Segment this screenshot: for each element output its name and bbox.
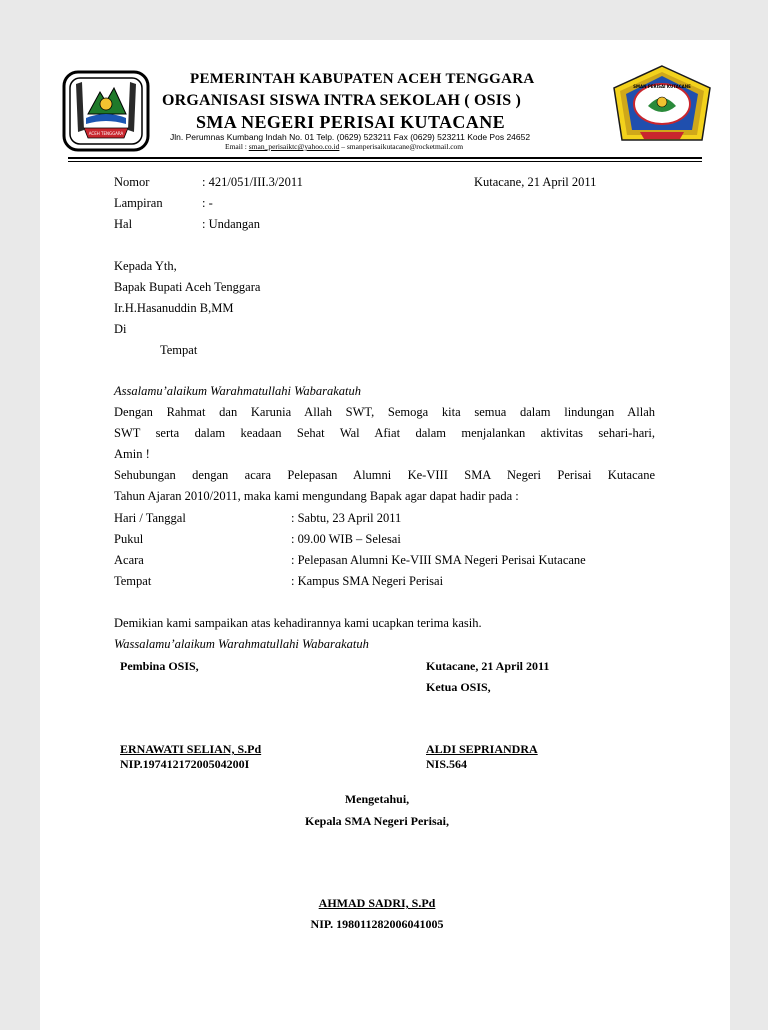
recipient-line-3: Ir.H.Hasanuddin B,MM	[114, 301, 234, 315]
left-signer-name: ERNAWATI SELIAN, S.Pd	[120, 742, 262, 756]
recipient-line-5: Tempat	[160, 343, 198, 357]
center-signer-name: AHMAD SADRI, S.Pd	[318, 896, 436, 910]
header-address: Jln. Perumnas Kumbang Indah No. 01 Telp. (0629) 523211 Fax (0629) 523211 Kode Pos 24652	[170, 132, 531, 142]
email-label: Email :	[225, 142, 249, 151]
letter-page	[40, 40, 730, 1030]
salam: Wassalamu’alaikum Warahmatullahi Wabarakatuh	[114, 637, 369, 651]
right-signer-date: Kutacane, 21 April 2011	[426, 659, 550, 673]
center-signer-title-2: Kepala SMA Negeri Perisai,	[305, 814, 449, 828]
school-logo	[610, 64, 714, 146]
lampiran-label: Lampiran	[114, 196, 163, 210]
body-p1-line-2: SWT serta dalam keadaan Sehat Wal Afiat dalam menjalankan aktivitas sehari-hari,	[114, 426, 655, 440]
letterhead-rule-thick	[68, 157, 702, 159]
detail-value-place: : Kampus SMA Negeri Perisai	[291, 574, 444, 588]
right-signer-name: ALDI SEPRIANDRA	[426, 742, 538, 756]
detail-value-event: : Pelepasan Alumni Ke-VIII SMA Negeri Perisai Kutacane	[291, 553, 586, 567]
hal-label: Hal	[114, 217, 133, 231]
detail-label-date: Hari / Tanggal	[114, 511, 186, 525]
header-line-2: ORGANISASI SISWA INTRA SEKOLAH ( OSIS )	[162, 92, 522, 109]
email-link-1[interactable]: sman_perisaiktc@yahoo.co.id	[248, 142, 340, 151]
header-line-1: PEMERINTAH KABUPATEN ACEH TENGGARA	[190, 71, 535, 87]
lampiran-value: : -	[202, 196, 213, 210]
detail-label-place: Tempat	[114, 574, 152, 588]
header-email	[225, 142, 463, 151]
nomor-label: Nomor	[114, 175, 150, 189]
email-link-2[interactable]: smanperisaikutacane@rocketmail.com	[346, 142, 464, 151]
body-p1-line-3: Amin !	[114, 447, 150, 461]
detail-value-date: : Sabtu, 23 April 2011	[291, 511, 402, 525]
detail-value-time: : 09.00 WIB – Selesai	[291, 532, 401, 546]
recipient-line-1: Kepada Yth,	[114, 259, 177, 273]
closing-text: Demikian kami sampaikan atas kehadirannya kami ucapkan terima kasih.	[114, 616, 482, 630]
center-signer-title-1: Mengetahui,	[344, 792, 410, 806]
body-p1-line-1: Dengan Rahmat dan Karunia Allah SWT, Semoga kita semua dalam lindungan Allah	[114, 405, 655, 419]
left-signer-id: NIP.19741217200504200I	[120, 757, 250, 771]
detail-label-event: Acara	[114, 553, 144, 567]
kabupaten-logo	[62, 70, 150, 152]
header-line-3: SMA NEGERI PERISAI KUTACANE	[196, 112, 506, 132]
detail-label-time: Pukul	[114, 532, 144, 546]
kabupaten-logo-text: ACEH TENGGARA	[88, 131, 124, 136]
letter-date: Kutacane, 21 April 2011	[474, 175, 597, 189]
body-p2-line-1: Sehubungan dengan acara Pelepasan Alumni Ke-VIII SMA Negeri Perisai Kutacane	[114, 468, 655, 482]
school-logo-text: SMAN PERISAI KUTACANE	[633, 84, 691, 89]
recipient-line-2: Bapak Bupati Aceh Tenggara	[114, 280, 261, 294]
email-separator: –	[339, 142, 347, 151]
nomor-value: : 421/051/III.3/2011	[202, 175, 303, 189]
letterhead-rule-thin	[68, 161, 702, 162]
left-signer-title: Pembina OSIS,	[120, 659, 199, 673]
hal-value: : Undangan	[202, 217, 260, 231]
right-signer-id: NIS.564	[426, 757, 468, 771]
greeting: Assalamu’alaikum Warahmatullahi Wabarakatuh	[114, 384, 361, 398]
center-signer-id: NIP. 198011282006041005	[310, 917, 444, 931]
right-signer-title: Ketua OSIS,	[426, 680, 491, 694]
body-p2-line-2: Tahun Ajaran 2010/2011, maka kami mengundang Bapak agar dapat hadir pada :	[114, 489, 519, 503]
recipient-line-4: Di	[114, 322, 127, 336]
